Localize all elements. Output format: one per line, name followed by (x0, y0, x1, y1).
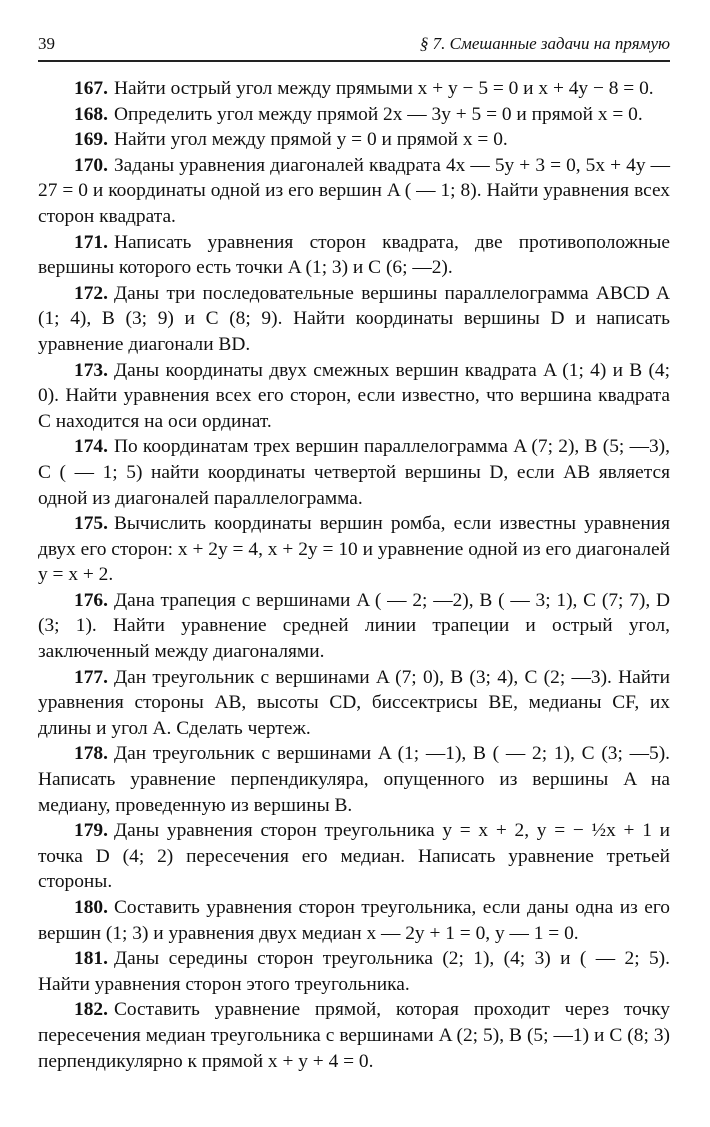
problem-171 (38, 230, 670, 281)
problem-text: Дан треугольник с вершинами A (1; —1), B ( — 2; 1), C (3; —5). Написать уравнение перпендикуляра, опущенного из вершины A на медиану, проведенную из вершины B. (38, 743, 670, 816)
problem-182 (38, 997, 670, 1074)
running-title: § 7. Смешанные задачи на прямую (419, 34, 670, 53)
problem-number: 182. (74, 999, 108, 1021)
problem-text: Написать уравнения сторон квадрата, две противоположные вершины которого есть точки A (1; 3) и C (6; —2). (38, 231, 670, 279)
problem-text: Найти угол между прямой y = 0 и прямой x = 0. (113, 129, 508, 151)
problem-number: 175. (74, 513, 108, 535)
problem-text: Дан треугольник с вершинами A (7; 0), B (3; 4), C (2; —3). Найти уравнения стороны AB, высоты CD, биссектрисы BE, медианы CF, их длины и угол A. Сделать чертеж. (38, 666, 670, 739)
problem-number: 177. (74, 666, 108, 688)
page-header (38, 32, 670, 62)
problem-number: 180. (74, 897, 108, 918)
problem-174 (38, 434, 670, 511)
problem-number: 172. (74, 282, 108, 304)
page-number: 39 (38, 34, 55, 53)
problem-text: Даны три последовательные вершины параллелограмма ABCD A (1; 4), B (3; 9) и C (8; 9). Найти координаты вершины D и написать уравнение диагонали BD. (38, 282, 670, 355)
problem-number: 169. (74, 129, 108, 151)
problem-169 (38, 127, 670, 153)
problem-179 (38, 818, 670, 895)
problem-181 (38, 946, 670, 997)
problem-text: Даны середины сторон треугольника (2; 1), (4; 3) и ( — 2; 5). Найти уравнения сторон этого треугольника. (38, 948, 670, 995)
problem-170 (38, 153, 670, 230)
problem-text: Заданы уравнения диагоналей квадрата 4x — 5y + 3 = 0, 5x + 4y — 27 = 0 и координаты одной из его вершин A ( — 1; 8). Найти уравнения всех сторон квадрата. (38, 154, 670, 227)
problem-number: 173. (74, 359, 108, 381)
problem-168 (38, 102, 670, 128)
problem-number: 176. (74, 589, 108, 611)
problem-number: 170. (74, 154, 108, 176)
problem-180 (38, 895, 670, 946)
problem-172 (38, 281, 670, 358)
problem-number: 167. (74, 78, 108, 99)
problem-167 (38, 76, 670, 102)
problem-text: Составить уравнение прямой, которая проходит через точку пересечения медиан треугольника с вершинами A (2; 5), B (5; —1) и C (8; 3) перпендикулярно к прямой x + y + 4 = 0. (38, 999, 670, 1072)
problem-number: 168. (74, 103, 108, 125)
problem-number: 179. (74, 820, 108, 842)
problem-text: По координатам трех вершин параллелограмма A (7; 2), B (5; —3), C ( — 1; 5) найти координаты четвертой вершины D, если AB является одной из диагоналей параллелограмма. (38, 436, 670, 509)
problem-number: 181. (74, 948, 108, 970)
problem-text: Дана трапеция с вершинами A ( — 2; —2), B ( — 3; 1), C (7; 7), D (3; 1). Найти уравнение средней линии трапеции и острый угол, заключенный между диагоналями. (38, 589, 670, 663)
problem-text: Определить угол между прямой 2x — 3y + 5 = 0 и прямой x = 0. (113, 103, 643, 125)
problem-number: 178. (74, 743, 108, 765)
problem-text: Даны координаты двух смежных вершин квадрата A (1; 4) и B (4; 0). Найти уравнения всех его сторон, если известно, что вершина квадрата C находится на оси ординат. (38, 359, 670, 432)
problem-list (38, 76, 670, 1074)
problem-text: Даны уравнения сторон треугольника y = x + 2, y = − ½x + 1 и точка D (4; 2) пересечения его медиан. Написать уравнение третьей стороны. (38, 820, 670, 893)
problem-178 (38, 741, 670, 818)
problem-number: 174. (74, 436, 108, 458)
problem-number: 171. (74, 231, 108, 253)
problem-text: Вычислить координаты вершин ромба, если известны уравнения двух его сторон: x + 2y = 4, x + 2y = 10 и уравнение одной из его диагоналей y = x + 2. (38, 513, 670, 586)
problem-175 (38, 511, 670, 588)
problem-176 (38, 588, 670, 665)
problem-173 (38, 358, 670, 435)
problem-text: Составить уравнения сторон треугольника, если даны одна из его вершин (1; 3) и уравнения двух медиан x — 2y + 1 = 0, y — 1 = 0. (38, 897, 670, 944)
problem-text: Найти острый угол между прямыми x + y − 5 = 0 и x + 4y − 8 = 0. (113, 78, 654, 99)
problem-177 (38, 665, 670, 742)
